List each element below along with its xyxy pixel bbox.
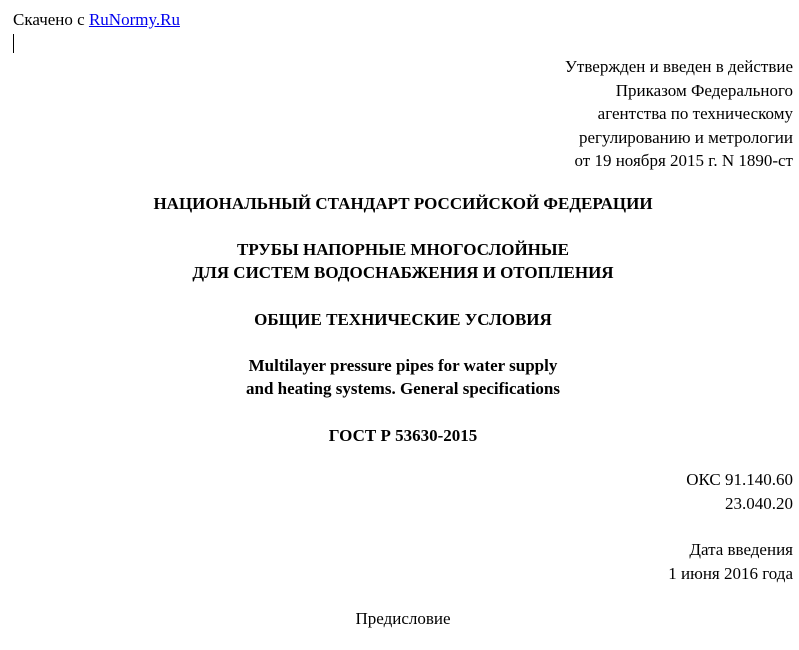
title-line: ДЛЯ СИСТЕМ ВОДОСНАБЖЕНИЯ И ОТОПЛЕНИЯ <box>192 263 614 282</box>
approval-line: Утвержден и введен в действие <box>564 57 793 76</box>
standard-code: ГОСТ Р 53630-2015 <box>328 426 478 445</box>
text-cursor <box>13 34 14 53</box>
introduction-date-value: 1 июня 2016 года <box>668 563 793 583</box>
document-subtitle <box>0 308 799 331</box>
classification-line: 23.040.20 <box>725 493 793 513</box>
introduction-date-block <box>668 538 793 585</box>
document-title <box>0 238 799 284</box>
approval-line: агентства по техническому <box>597 104 793 123</box>
approval-block <box>565 55 793 173</box>
approval-line: Приказом Федерального <box>615 80 793 100</box>
english-title-line: and heating systems. General specifications <box>245 379 561 398</box>
classification-line: ОКС 91.140.60 <box>686 470 793 489</box>
introduction-date-label: Дата введения <box>689 540 793 559</box>
standard-type-heading <box>0 192 799 215</box>
subtitle: ОБЩИЕ ТЕХНИЧЕСКИЕ УСЛОВИЯ <box>254 310 552 329</box>
english-title <box>0 354 799 400</box>
download-source-line <box>13 9 180 31</box>
title-line: ТРУБЫ НАПОРНЫЕ МНОГОСЛОЙНЫЕ <box>237 240 569 259</box>
foreword-heading <box>0 607 799 630</box>
standard-code-heading <box>0 424 799 447</box>
standard-type: НАЦИОНАЛЬНЫЙ СТАНДАРТ РОССИЙСКОЙ ФЕДЕРАЦИИ <box>153 194 653 213</box>
download-prefix: Скачено с <box>13 10 85 29</box>
approval-line: регулированию и метрологии <box>578 127 793 147</box>
classification-block <box>686 468 793 515</box>
approval-line: от 19 ноября 2015 г. N 1890-ст <box>574 151 793 170</box>
english-title-line: Multilayer pressure pipes for water supply <box>248 356 558 375</box>
section-heading: Предисловие <box>355 609 451 628</box>
runormy-link[interactable]: RuNormy.Ru <box>88 10 180 29</box>
